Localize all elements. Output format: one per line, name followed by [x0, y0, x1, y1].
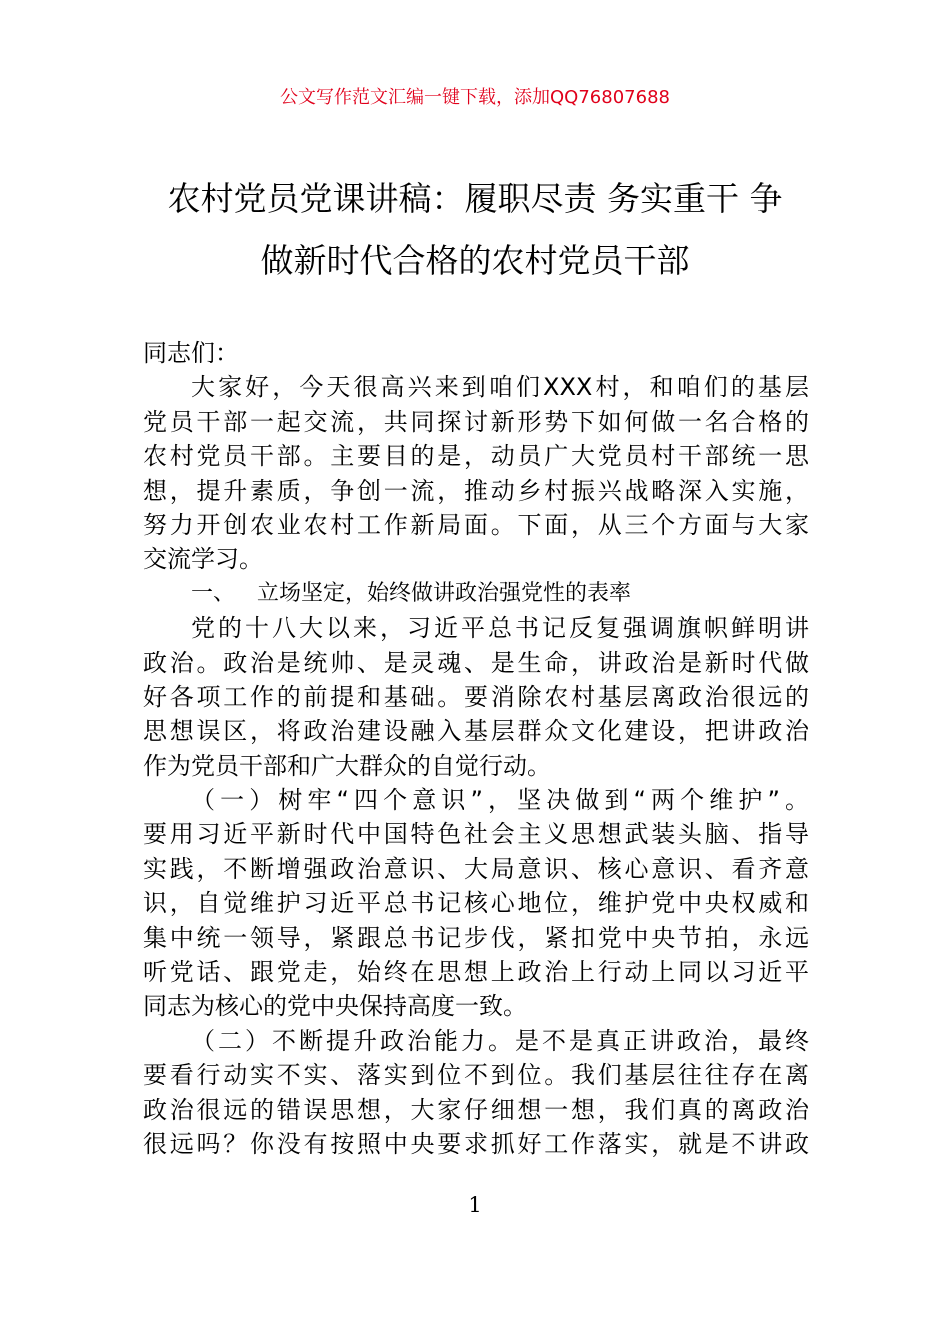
section-line: 思想误区，将政治建设融入基层群众文化建设，把讲政治	[143, 717, 809, 746]
section-line: 作为党员干部和广大群众的自觉行动。	[143, 751, 551, 780]
title-line-1: 农村党员党课讲稿：履职尽责 务实重干 争	[167, 179, 783, 218]
subsection-1-line: 同志为核心的党中央保持高度一致。	[143, 992, 527, 1021]
subsection-2-line: 要看行动实不实、落实到位不到位。我们基层往往存在离	[143, 1061, 809, 1090]
download-note: 公文写作范文汇编一键下载，添加QQ76807688	[280, 87, 670, 108]
intro-line: 努力开创农业农村工作新局面。下面，从三个方面与大家	[143, 510, 809, 539]
page-number: 1	[468, 1193, 482, 1217]
subsection-1-line: 识，自觉维护习近平总书记核心地位，维护党中央权威和	[143, 889, 809, 918]
subsection-2-line: 政治很远的错误思想，大家仔细想一想，我们真的离政治	[143, 1095, 809, 1124]
intro-line: 党员干部一起交流，共同探讨新形势下如何做一名合格的	[143, 407, 809, 436]
subsection-1-line: 集中统一领导，紧跟总书记步伐，紧扣党中央节拍，永远	[143, 923, 809, 952]
subsection-2-line: （二）不断提升政治能力。是不是真正讲政治，最终	[191, 1026, 809, 1055]
subsection-1-line: （一）树牢“四个意识”，坚决做到“两个维护”。	[191, 786, 809, 815]
document-body	[143, 336, 809, 1161]
intro-line: 农村党员干部。主要目的是，动员广大党员村干部统一思	[143, 442, 809, 471]
intro-line: 想，提升素质，争创一流，推动乡村振兴战略深入实施，	[143, 476, 809, 505]
section-line: 党的十八大以来，习近平总书记反复强调旗帜鲜明讲	[191, 614, 809, 643]
section-heading	[143, 577, 809, 611]
intro-line: 交流学习。	[143, 545, 263, 574]
subsection-1-line: 要用习近平新时代中国特色社会主义思想武装头脑、指导	[143, 820, 809, 849]
intro-line: 大家好，今天很高兴来到咱们XXX村，和咱们的基层	[191, 373, 809, 402]
subsection-1-line: 实践，不断增强政治意识、大局意识、核心意识、看齐意	[143, 854, 809, 883]
section-number: 一、	[191, 580, 236, 606]
section-line: 政治。政治是统帅、是灵魂、是生命，讲政治是新时代做	[143, 648, 809, 677]
section-heading-text: 立场坚定，始终做讲政治强党性的表率	[257, 580, 632, 606]
salutation: 同志们：	[143, 339, 239, 367]
document-title	[130, 168, 820, 292]
section-line: 好各项工作的前提和基础。要消除农村基层离政治很远的	[143, 682, 809, 711]
subsection-2-line: 很远吗？你没有按照中央要求抓好工作落实，就是不讲政	[143, 1129, 809, 1158]
subsection-1-line: 听党话、跟党走，始终在思想上政治上行动上同以习近平	[143, 958, 809, 987]
title-line-2: 做新时代合格的农村党员干部	[260, 241, 690, 280]
